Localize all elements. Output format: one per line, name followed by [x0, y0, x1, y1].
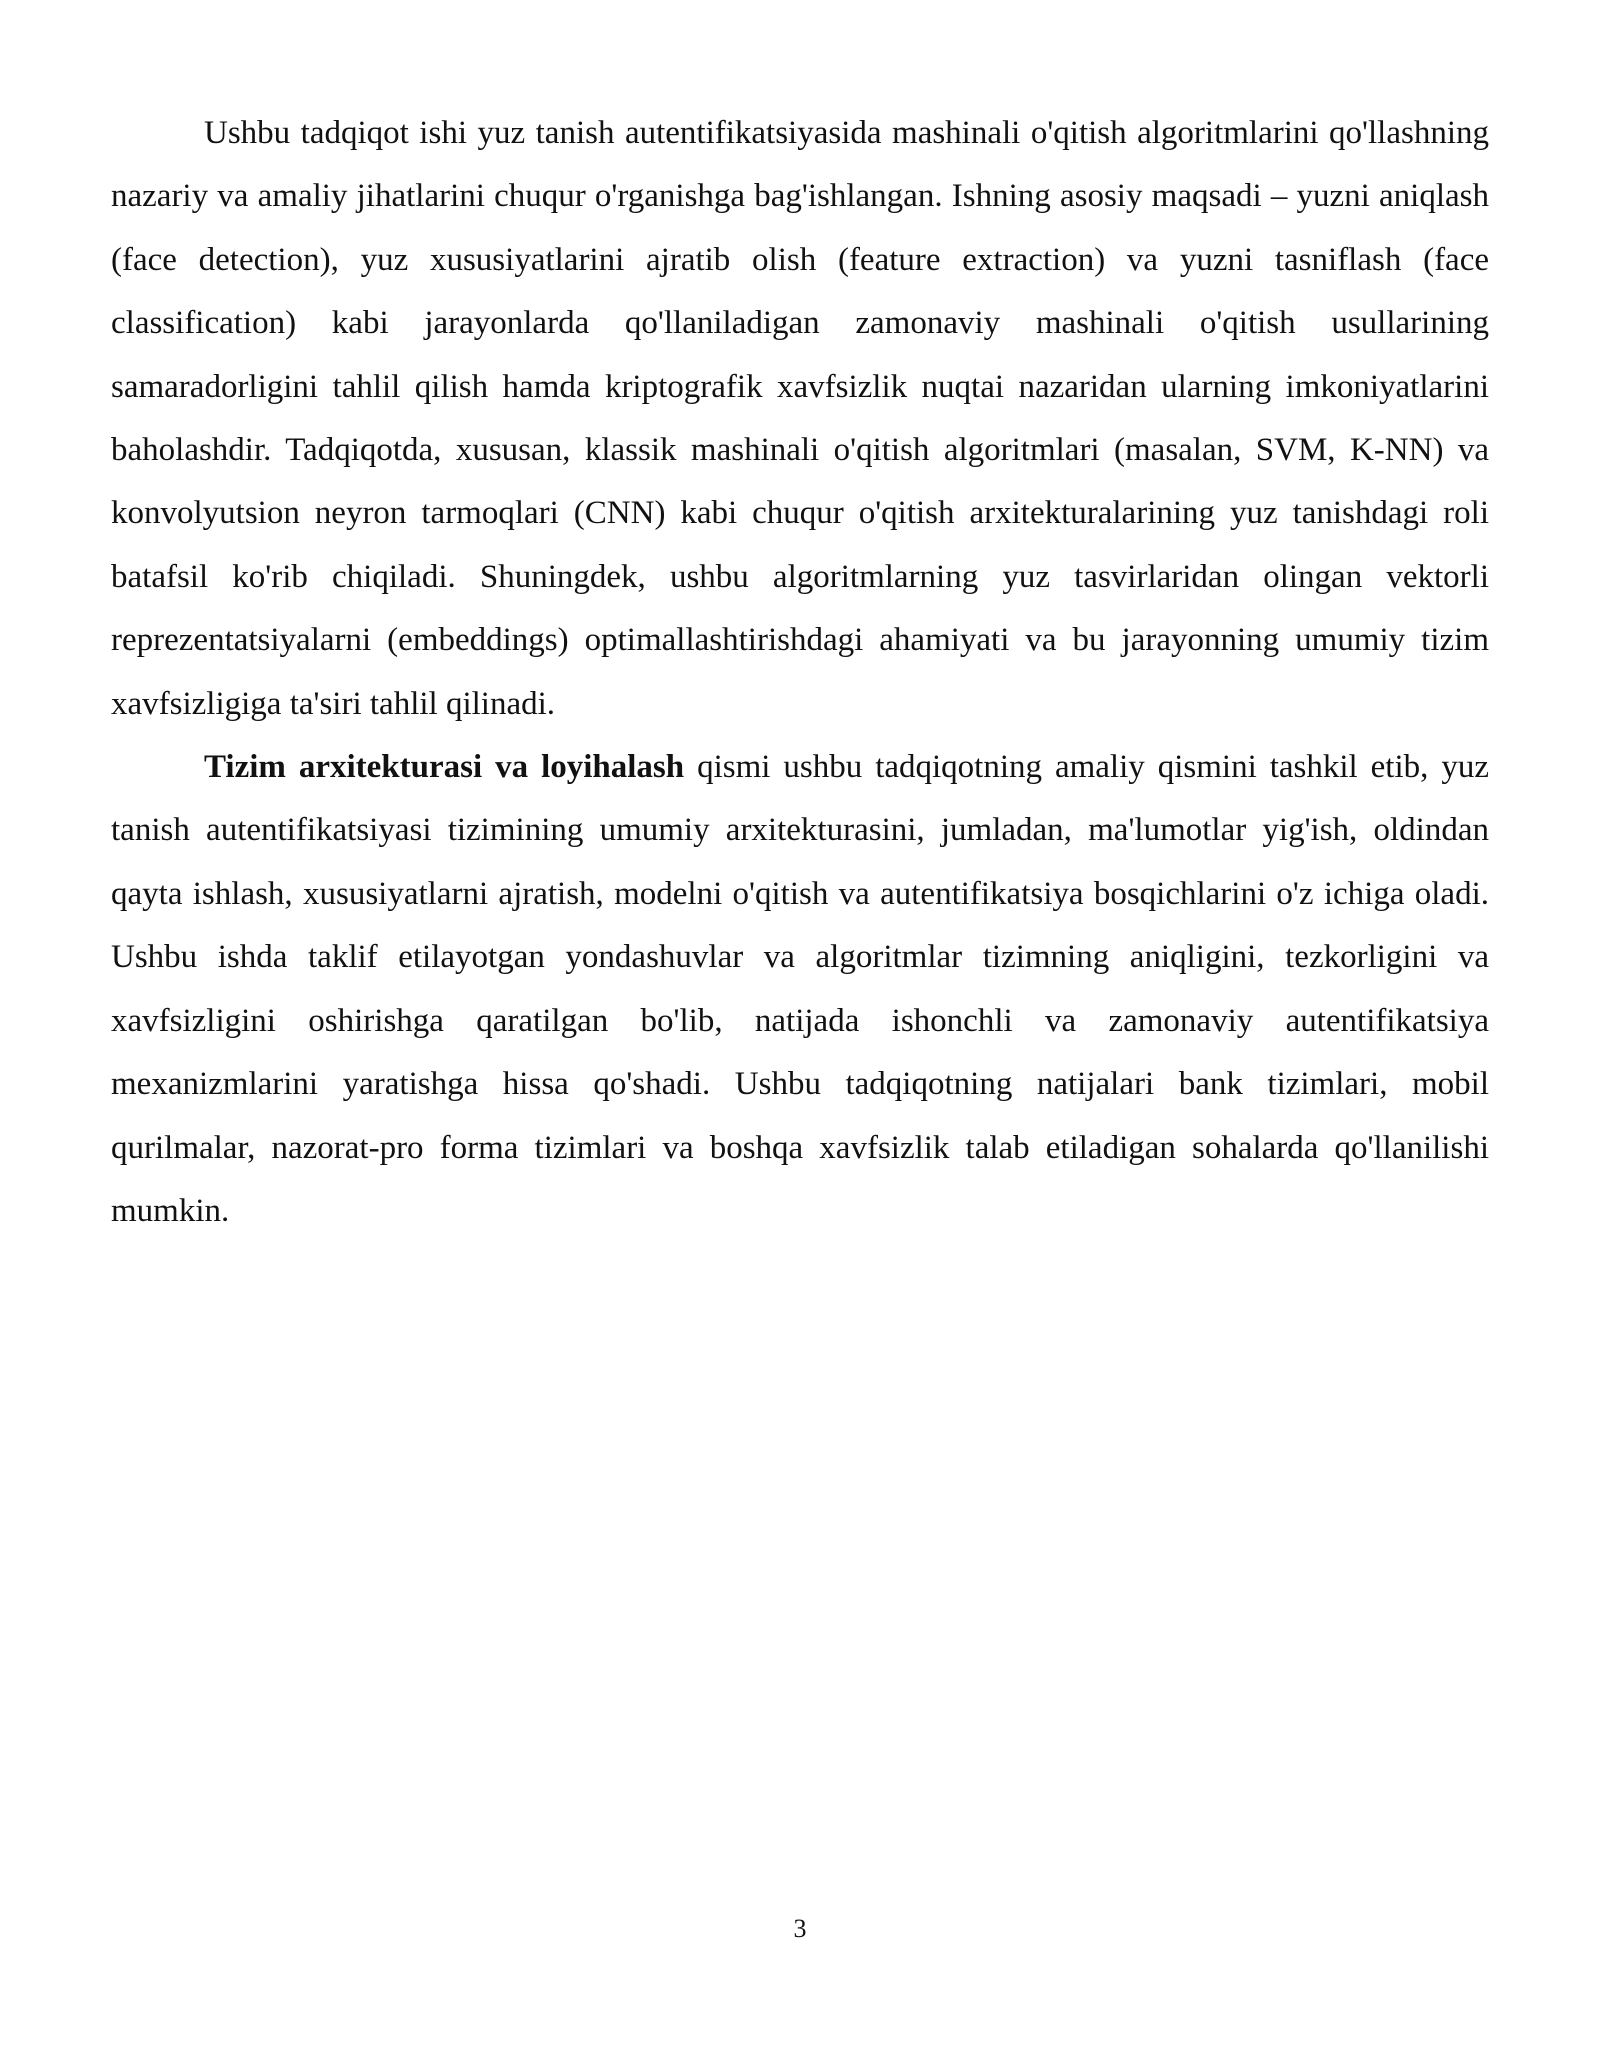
paragraph-text: qismi ushbu tadqiqotning amaliy qismini tashkil etib, yuz tanish autentifikatsiyasi tizimining umumiy arxitekturasini, jumladan, ma'lumotlar yig'ish, oldindan qayta ishlash, xususiyatlarni ajratish, modelni o'qitish va autentifikatsiya bosqichlarini o'z ichiga oladi. Ushbu ishda taklif etilayotgan yondashuvlar va algoritmlar tizimning aniqligini, tezkorligini va xavfsizligini oshirishga qaratilgan bo'lib, natijada ishonchli va zamonaviy autentifikatsiya mexanizmlarini yaratishga hissa qo'shadi. Ushbu tadqiqotning natijalari bank tizimlari, mobil qurilmalar, nazorat-pro forma tizimlari va boshqa xavfsizlik talab etiladigan sohalarda qo'llanilishi mumkin.	[111, 749, 1489, 1229]
paragraph-text: Ushbu tadqiqot ishi yuz tanish autentifikatsiyasida mashinali o'qitish algoritmlarini qo'llashning nazariy va amaliy jihatlarini chuqur o'rganishga bag'ishlangan. Ishning asosiy maqsadi – yuzni aniqlash (face detection), yuz xususiyatlarini ajratib olish (feature extraction) va yuzni tasniflash (face classification) kabi jarayonlarda qo'llaniladigan zamonaviy mashinali o'qitish usullarining samaradorligini tahlil qilish hamda kriptografik xavfsizlik nuqtai nazaridan ularning imkoniyatlarini baholashdir. Tadqiqotda, xususan, klassik mashinali o'qitish algoritmlari (masalan, SVM, K-NN) va konvolyutsion neyron tarmoqlari (CNN) kabi chuqur o'qitish arxitekturalarining yuz tanishdagi roli batafsil ko'rib chiqiladi. Shuningdek, ushbu algoritmlarning yuz tasvirlaridan olingan vektorli reprezentatsiyalarni (embeddings) optimallashtirishdagi ahamiyati va bu jarayonning umumiy tizim xavfsizligiga ta'siri tahlil qilinadi.	[111, 115, 1489, 722]
page-number: 3	[793, 1914, 807, 1943]
paragraph-introduction	[111, 102, 1489, 736]
paragraph-bold-lead: Tizim arxitekturasi va loyihalash	[204, 749, 685, 786]
document-body	[111, 102, 1489, 1243]
paragraph-system-architecture	[111, 736, 1489, 1243]
